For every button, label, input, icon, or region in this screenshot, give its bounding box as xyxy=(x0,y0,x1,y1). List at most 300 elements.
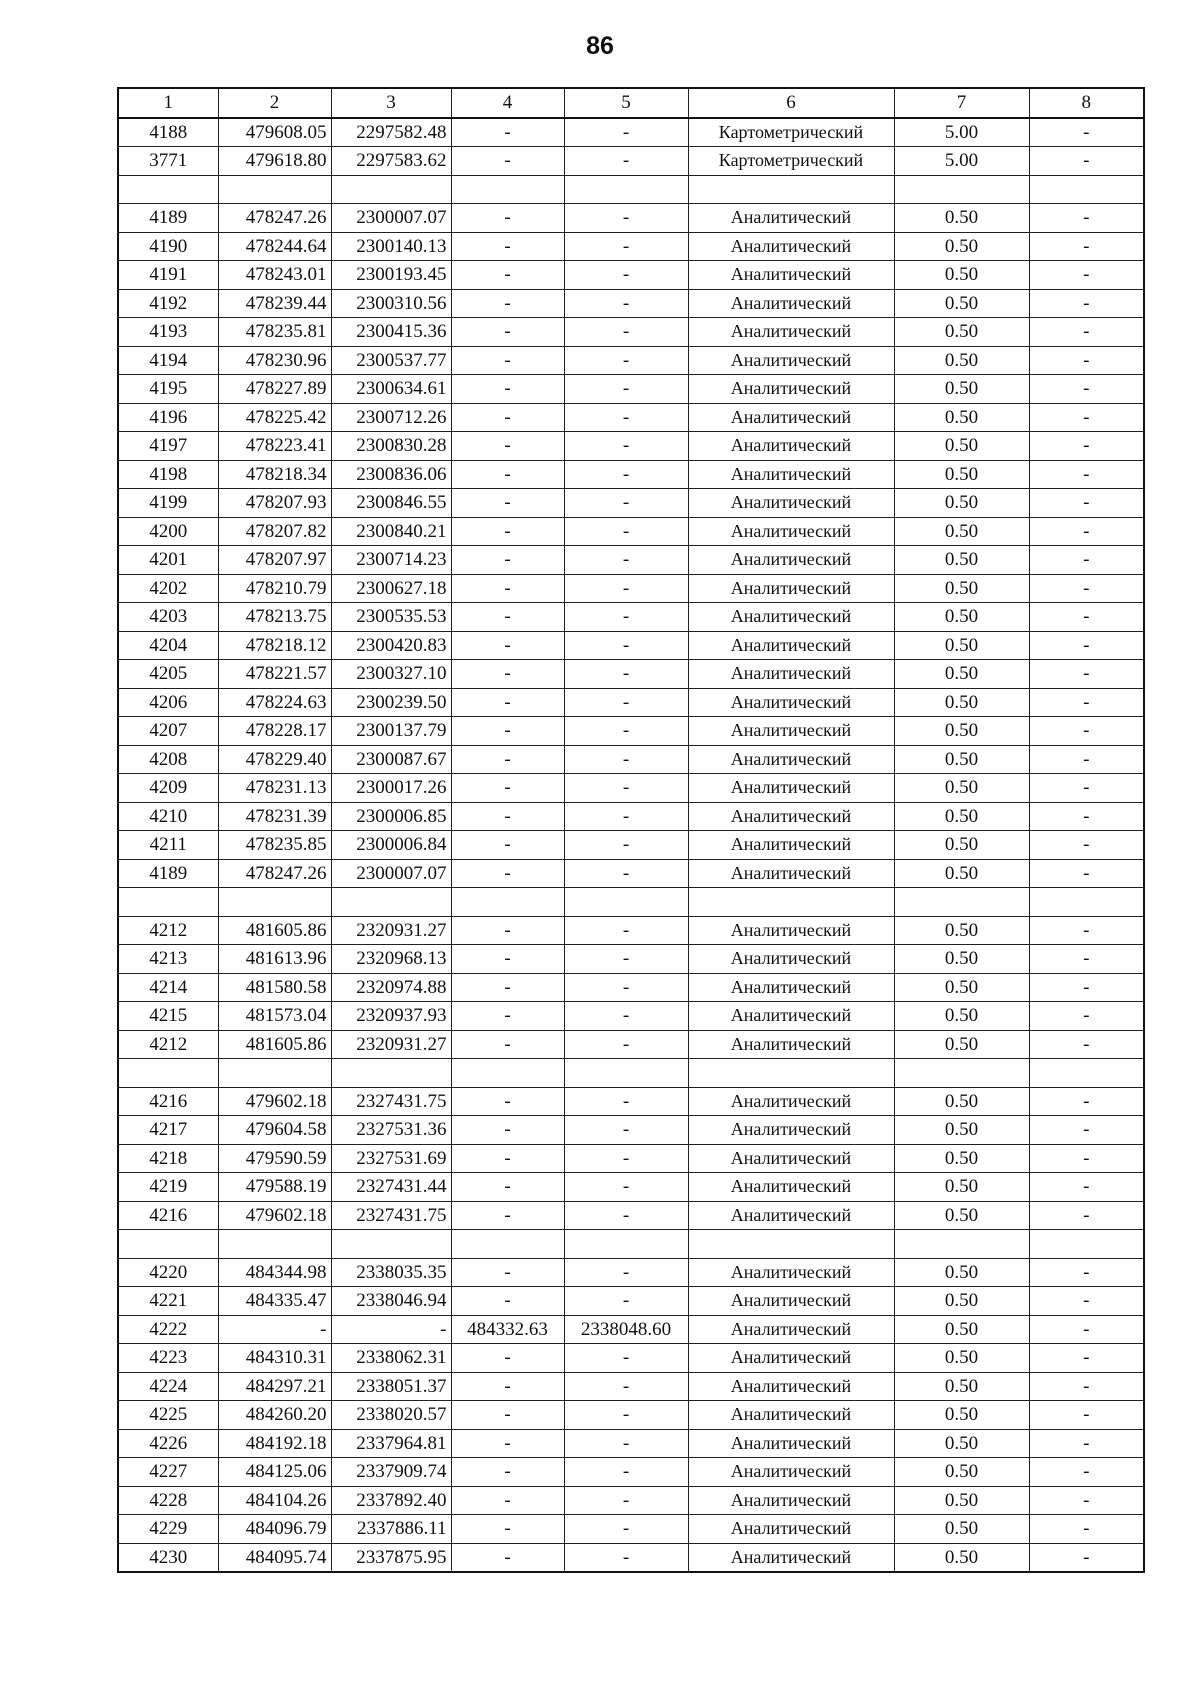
table-cell-num: 4201 xyxy=(118,546,218,575)
table-cell-x: 478247.26 xyxy=(218,204,331,233)
table-cell-y2: - xyxy=(564,1201,688,1230)
table-cell-y: 2300007.07 xyxy=(331,204,451,233)
table-cell-num: 4211 xyxy=(118,831,218,860)
table-cell-y2: - xyxy=(564,1486,688,1515)
table-cell-accuracy: 0.50 xyxy=(894,831,1029,860)
table-cell-num: 4230 xyxy=(118,1543,218,1572)
table-row xyxy=(118,517,1144,546)
table-cell-note: - xyxy=(1029,688,1144,717)
table-cell-y: 2300193.45 xyxy=(331,261,451,290)
table-cell-note: - xyxy=(1029,859,1144,888)
table-cell-y2: - xyxy=(564,688,688,717)
table-cell-num: 4228 xyxy=(118,1486,218,1515)
table-cell-y: 2300310.56 xyxy=(331,289,451,318)
table-cell-y2: - xyxy=(564,1372,688,1401)
table-cell-num: 4220 xyxy=(118,1258,218,1287)
table-cell-y: 2300140.13 xyxy=(331,232,451,261)
table-cell-y: 2300415.36 xyxy=(331,318,451,347)
table-cell-method: Аналитический xyxy=(688,945,894,974)
page-number: 86 xyxy=(586,32,614,60)
table-row xyxy=(118,1486,1144,1515)
table-cell-method: Аналитический xyxy=(688,1458,894,1487)
table-cell-accuracy: 0.50 xyxy=(894,375,1029,404)
table-cell-y xyxy=(331,1230,451,1259)
table-cell-y2: - xyxy=(564,118,688,147)
table-cell-x: 478207.82 xyxy=(218,517,331,546)
table-cell-x: 484096.79 xyxy=(218,1515,331,1544)
coordinates-table xyxy=(117,87,1145,1573)
table-body xyxy=(118,118,1144,1573)
table-cell-method: Аналитический xyxy=(688,660,894,689)
table-cell-x2: - xyxy=(451,1173,564,1202)
table-cell-y2: - xyxy=(564,1173,688,1202)
table-cell-y2: - xyxy=(564,232,688,261)
table-cell-y2: 2338048.60 xyxy=(564,1315,688,1344)
table-row xyxy=(118,118,1144,147)
table-cell-accuracy: 0.50 xyxy=(894,489,1029,518)
table-cell-y: 2320931.27 xyxy=(331,916,451,945)
table-cell-x2: - xyxy=(451,432,564,461)
table-cell-y2: - xyxy=(564,973,688,1002)
table-cell-num: 4225 xyxy=(118,1401,218,1430)
table-cell-method: Аналитический xyxy=(688,460,894,489)
table-cell-x: 478224.63 xyxy=(218,688,331,717)
table-cell-y2: - xyxy=(564,631,688,660)
table-cell-note: - xyxy=(1029,489,1144,518)
table-row xyxy=(118,289,1144,318)
table-row xyxy=(118,774,1144,803)
table-cell-num: 4195 xyxy=(118,375,218,404)
table-cell-x: 478235.85 xyxy=(218,831,331,860)
table-cell-accuracy: 0.50 xyxy=(894,973,1029,1002)
table-cell-method: Аналитический xyxy=(688,1087,894,1116)
table-cell-method: Аналитический xyxy=(688,289,894,318)
table-cell-y2: - xyxy=(564,546,688,575)
table-cell-y2: - xyxy=(564,916,688,945)
table-cell-accuracy: 0.50 xyxy=(894,1002,1029,1031)
table-cell-x2: - xyxy=(451,517,564,546)
table-cell-y: 2300137.79 xyxy=(331,717,451,746)
table-cell-y2: - xyxy=(564,774,688,803)
table-cell-x: 478221.57 xyxy=(218,660,331,689)
table-cell-note: - xyxy=(1029,603,1144,632)
table-cell-accuracy: 0.50 xyxy=(894,802,1029,831)
table-cell-y: 2300007.07 xyxy=(331,859,451,888)
header-cell-1: 1 xyxy=(118,88,218,118)
table-cell-x2: - xyxy=(451,973,564,1002)
table-cell-y: 2338046.94 xyxy=(331,1287,451,1316)
table-cell-accuracy: 5.00 xyxy=(894,118,1029,147)
table-cell-x2: - xyxy=(451,688,564,717)
table-cell-x: 479618.80 xyxy=(218,147,331,176)
table-cell-note: - xyxy=(1029,774,1144,803)
table-cell-y: 2300087.67 xyxy=(331,745,451,774)
table-row xyxy=(118,973,1144,1002)
table-cell-method: Аналитический xyxy=(688,603,894,632)
table-cell-x2: - xyxy=(451,1344,564,1373)
table-cell-num: 4226 xyxy=(118,1429,218,1458)
table-cell-y2 xyxy=(564,1230,688,1259)
table-cell-x2: - xyxy=(451,717,564,746)
table-cell-y2: - xyxy=(564,1429,688,1458)
table-cell-x2: - xyxy=(451,1116,564,1145)
table-cell-x: 484335.47 xyxy=(218,1287,331,1316)
table-cell-x2: - xyxy=(451,232,564,261)
table-cell-accuracy: 0.50 xyxy=(894,318,1029,347)
table-cell-x: 481605.86 xyxy=(218,1030,331,1059)
header-cell-3: 3 xyxy=(331,88,451,118)
table-row xyxy=(118,1030,1144,1059)
table-cell-note: - xyxy=(1029,1258,1144,1287)
table-cell-method: Аналитический xyxy=(688,375,894,404)
table-cell-accuracy: 0.50 xyxy=(894,232,1029,261)
table-cell-x2: - xyxy=(451,1515,564,1544)
table-cell-y: 2327431.75 xyxy=(331,1201,451,1230)
table-cell-x2: - xyxy=(451,916,564,945)
table-cell-method: Аналитический xyxy=(688,403,894,432)
table-cell-note xyxy=(1029,1230,1144,1259)
table-cell-x2: - xyxy=(451,1429,564,1458)
table-cell-num: 4203 xyxy=(118,603,218,632)
table-cell-y2: - xyxy=(564,831,688,860)
table-cell-x2: - xyxy=(451,1144,564,1173)
table-cell-method: Аналитический xyxy=(688,916,894,945)
table-cell-accuracy: 0.50 xyxy=(894,546,1029,575)
table-row xyxy=(118,261,1144,290)
table-cell-note: - xyxy=(1029,1116,1144,1145)
table-cell-note xyxy=(1029,888,1144,917)
table-cell-y2: - xyxy=(564,1116,688,1145)
table-row xyxy=(118,603,1144,632)
table-cell-y2: - xyxy=(564,318,688,347)
table-row xyxy=(118,147,1144,176)
table-cell-x: 478243.01 xyxy=(218,261,331,290)
table-cell-accuracy: 0.50 xyxy=(894,1087,1029,1116)
table-cell-y2: - xyxy=(564,802,688,831)
table-row xyxy=(118,1002,1144,1031)
table-cell-note: - xyxy=(1029,973,1144,1002)
table-cell-num: 4191 xyxy=(118,261,218,290)
table-cell-num: 4223 xyxy=(118,1344,218,1373)
table-cell-x: 478235.81 xyxy=(218,318,331,347)
table-cell-method: Аналитический xyxy=(688,432,894,461)
table-cell-x: 484095.74 xyxy=(218,1543,331,1572)
table-cell-method: Аналитический xyxy=(688,631,894,660)
table-row xyxy=(118,460,1144,489)
table-cell-y xyxy=(331,888,451,917)
table-cell-x2: - xyxy=(451,1486,564,1515)
table-cell-x2: - xyxy=(451,1458,564,1487)
table-cell-num: 4194 xyxy=(118,346,218,375)
table-cell-note: - xyxy=(1029,1287,1144,1316)
table-cell-note: - xyxy=(1029,574,1144,603)
table-cell-y: 2338051.37 xyxy=(331,1372,451,1401)
table-cell-note: - xyxy=(1029,916,1144,945)
table-cell-num: 4204 xyxy=(118,631,218,660)
table-cell-num: 4219 xyxy=(118,1173,218,1202)
table-cell-x2: - xyxy=(451,1372,564,1401)
table-cell-note: - xyxy=(1029,1486,1144,1515)
table-cell-y2: - xyxy=(564,1543,688,1572)
table-row xyxy=(118,1201,1144,1230)
table-row xyxy=(118,717,1144,746)
table-cell-x2: - xyxy=(451,489,564,518)
table-cell-accuracy: 0.50 xyxy=(894,261,1029,290)
table-cell-num: 3771 xyxy=(118,147,218,176)
table-cell-y2: - xyxy=(564,1287,688,1316)
table-cell-method: Аналитический xyxy=(688,1201,894,1230)
table-cell-num: 4209 xyxy=(118,774,218,803)
table-cell-method: Аналитический xyxy=(688,346,894,375)
table-cell-num: 4192 xyxy=(118,289,218,318)
table-row xyxy=(118,1344,1144,1373)
table-row xyxy=(118,631,1144,660)
table-cell-note: - xyxy=(1029,831,1144,860)
table-cell-y: 2337909.74 xyxy=(331,1458,451,1487)
table-cell-x: 484125.06 xyxy=(218,1458,331,1487)
table-cell-note: - xyxy=(1029,375,1144,404)
table-cell-x2 xyxy=(451,1230,564,1259)
table-cell-y: 2300627.18 xyxy=(331,574,451,603)
table-cell-x2: - xyxy=(451,831,564,860)
table-cell-x2: - xyxy=(451,375,564,404)
table-cell-accuracy: 0.50 xyxy=(894,517,1029,546)
table-cell-note: - xyxy=(1029,745,1144,774)
table-cell-num: 4202 xyxy=(118,574,218,603)
table-row xyxy=(118,660,1144,689)
table-row xyxy=(118,1173,1144,1202)
table-cell-accuracy: 0.50 xyxy=(894,1315,1029,1344)
table-cell-x: 484104.26 xyxy=(218,1486,331,1515)
table-row xyxy=(118,1543,1144,1572)
blank-row xyxy=(118,888,1144,917)
table-cell-num: 4221 xyxy=(118,1287,218,1316)
table-cell-y: 2297583.62 xyxy=(331,147,451,176)
table-cell-y2: - xyxy=(564,745,688,774)
table-cell-y: 2300634.61 xyxy=(331,375,451,404)
table-cell-note: - xyxy=(1029,631,1144,660)
table-cell-x: 478228.17 xyxy=(218,717,331,746)
table-cell-method: Аналитический xyxy=(688,1401,894,1430)
table-cell-accuracy xyxy=(894,175,1029,204)
table-cell-method: Аналитический xyxy=(688,1515,894,1544)
table-cell-note: - xyxy=(1029,1458,1144,1487)
blank-row xyxy=(118,1230,1144,1259)
table-cell-note: - xyxy=(1029,717,1144,746)
table-cell-num: 4189 xyxy=(118,204,218,233)
table-cell-x2: - xyxy=(451,859,564,888)
table-cell-x2: - xyxy=(451,204,564,233)
table-cell-x2: - xyxy=(451,546,564,575)
table-cell-x2 xyxy=(451,888,564,917)
table-cell-x xyxy=(218,1059,331,1088)
table-cell-y: - xyxy=(331,1315,451,1344)
table-cell-accuracy: 0.50 xyxy=(894,717,1029,746)
table-cell-y2: - xyxy=(564,432,688,461)
table-cell-y: 2327431.44 xyxy=(331,1173,451,1202)
table-cell-method: Аналитический xyxy=(688,1543,894,1572)
table-cell-method: Аналитический xyxy=(688,1144,894,1173)
table-cell-y2: - xyxy=(564,289,688,318)
table-cell-method xyxy=(688,1059,894,1088)
table-cell-num: 4227 xyxy=(118,1458,218,1487)
table-cell-x2: - xyxy=(451,147,564,176)
table-row xyxy=(118,859,1144,888)
table-cell-accuracy: 0.50 xyxy=(894,403,1029,432)
header-cell-4: 4 xyxy=(451,88,564,118)
table-cell-method: Аналитический xyxy=(688,688,894,717)
header-cell-7: 7 xyxy=(894,88,1029,118)
table-cell-x2: - xyxy=(451,1002,564,1031)
table-cell-note: - xyxy=(1029,802,1144,831)
table-cell-y: 2320974.88 xyxy=(331,973,451,1002)
table-cell-method xyxy=(688,1230,894,1259)
table-cell-x: 484344.98 xyxy=(218,1258,331,1287)
table-cell-y2: - xyxy=(564,489,688,518)
table-cell-accuracy: 5.00 xyxy=(894,147,1029,176)
table-cell-x2: - xyxy=(451,346,564,375)
table-cell-accuracy: 0.50 xyxy=(894,1144,1029,1173)
table-row xyxy=(118,1401,1144,1430)
table-cell-num: 4207 xyxy=(118,717,218,746)
table-cell-note: - xyxy=(1029,1429,1144,1458)
header-cell-8: 8 xyxy=(1029,88,1144,118)
table-cell-y: 2300714.23 xyxy=(331,546,451,575)
table-cell-x2: - xyxy=(451,1087,564,1116)
table-cell-note: - xyxy=(1029,945,1144,974)
table-cell-accuracy: 0.50 xyxy=(894,745,1029,774)
table-row xyxy=(118,403,1144,432)
table-cell-y: 2338020.57 xyxy=(331,1401,451,1430)
table-cell-y: 2337886.11 xyxy=(331,1515,451,1544)
table-cell-note: - xyxy=(1029,546,1144,575)
table-cell-method: Аналитический xyxy=(688,1287,894,1316)
table-cell-accuracy: 0.50 xyxy=(894,1458,1029,1487)
table-cell-accuracy: 0.50 xyxy=(894,1372,1029,1401)
table-cell-x2: - xyxy=(451,1543,564,1572)
table-cell-y: 2300017.26 xyxy=(331,774,451,803)
table-cell-accuracy: 0.50 xyxy=(894,574,1029,603)
table-cell-num xyxy=(118,888,218,917)
table-cell-y2: - xyxy=(564,517,688,546)
table-cell-x2: - xyxy=(451,774,564,803)
table-cell-method: Картометрический xyxy=(688,118,894,147)
table-cell-method: Аналитический xyxy=(688,204,894,233)
table-cell-y: 2300836.06 xyxy=(331,460,451,489)
table-cell-x: 478247.26 xyxy=(218,859,331,888)
table-row xyxy=(118,574,1144,603)
table-cell-accuracy: 0.50 xyxy=(894,1258,1029,1287)
table-cell-y2: - xyxy=(564,1515,688,1544)
table-cell-note: - xyxy=(1029,1401,1144,1430)
table-cell-y2: - xyxy=(564,1002,688,1031)
table-row xyxy=(118,688,1144,717)
table-cell-x: 478218.12 xyxy=(218,631,331,660)
table-cell-num: 4193 xyxy=(118,318,218,347)
table-cell-num: 4217 xyxy=(118,1116,218,1145)
table-cell-x2 xyxy=(451,175,564,204)
table-cell-num: 4190 xyxy=(118,232,218,261)
table-cell-method: Картометрический xyxy=(688,147,894,176)
table-cell-method: Аналитический xyxy=(688,831,894,860)
table-cell-x2: - xyxy=(451,1030,564,1059)
table-cell-accuracy xyxy=(894,1059,1029,1088)
table-cell-method: Аналитический xyxy=(688,973,894,1002)
table-cell-method xyxy=(688,888,894,917)
table-cell-method: Аналитический xyxy=(688,1030,894,1059)
table-cell-accuracy: 0.50 xyxy=(894,660,1029,689)
table-cell-y2: - xyxy=(564,403,688,432)
table-cell-note: - xyxy=(1029,118,1144,147)
table-cell-note: - xyxy=(1029,403,1144,432)
table-row xyxy=(118,1287,1144,1316)
table-cell-x2: - xyxy=(451,1401,564,1430)
table-cell-accuracy: 0.50 xyxy=(894,1344,1029,1373)
table-cell-y2: - xyxy=(564,375,688,404)
table-cell-method xyxy=(688,175,894,204)
table-cell-num: 4196 xyxy=(118,403,218,432)
table-cell-num xyxy=(118,175,218,204)
table-cell-accuracy: 0.50 xyxy=(894,916,1029,945)
table-row xyxy=(118,745,1144,774)
table-cell-x: 481613.96 xyxy=(218,945,331,974)
table-cell-num: 4214 xyxy=(118,973,218,1002)
table-row xyxy=(118,546,1144,575)
table-cell-accuracy: 0.50 xyxy=(894,859,1029,888)
table-cell-x: 484260.20 xyxy=(218,1401,331,1430)
table-cell-num xyxy=(118,1230,218,1259)
table-cell-x2: - xyxy=(451,1287,564,1316)
table-cell-x2: - xyxy=(451,945,564,974)
table-cell-note: - xyxy=(1029,1515,1144,1544)
table-cell-num: 4200 xyxy=(118,517,218,546)
table-cell-x: 479602.18 xyxy=(218,1087,331,1116)
table-cell-num: 4224 xyxy=(118,1372,218,1401)
table-cell-method: Аналитический xyxy=(688,574,894,603)
table-cell-accuracy: 0.50 xyxy=(894,1201,1029,1230)
table-cell-note: - xyxy=(1029,147,1144,176)
table-cell-y: 2300846.55 xyxy=(331,489,451,518)
table-cell-num: 4216 xyxy=(118,1087,218,1116)
table-cell-note xyxy=(1029,175,1144,204)
table-cell-x xyxy=(218,175,331,204)
table-cell-accuracy: 0.50 xyxy=(894,1030,1029,1059)
table-cell-x: 478218.34 xyxy=(218,460,331,489)
table-cell-accuracy xyxy=(894,1230,1029,1259)
table-cell-y: 2297582.48 xyxy=(331,118,451,147)
table-cell-y2: - xyxy=(564,1344,688,1373)
table-cell-y2 xyxy=(564,175,688,204)
table-cell-y2: - xyxy=(564,346,688,375)
table-cell-x2: 484332.63 xyxy=(451,1315,564,1344)
table-cell-x: 478207.93 xyxy=(218,489,331,518)
table-cell-method: Аналитический xyxy=(688,489,894,518)
table-row xyxy=(118,1087,1144,1116)
table-cell-x: 478213.75 xyxy=(218,603,331,632)
table-row xyxy=(118,204,1144,233)
table-cell-x: 478229.40 xyxy=(218,745,331,774)
table-cell-method: Аналитический xyxy=(688,1173,894,1202)
table-cell-y2: - xyxy=(564,1258,688,1287)
table-cell-x: 479608.05 xyxy=(218,118,331,147)
table-cell-x: 478210.79 xyxy=(218,574,331,603)
table-cell-y: 2338035.35 xyxy=(331,1258,451,1287)
table-cell-y: 2300840.21 xyxy=(331,517,451,546)
table-cell-num: 4197 xyxy=(118,432,218,461)
table-row xyxy=(118,916,1144,945)
table-cell-y2: - xyxy=(564,1087,688,1116)
table-row xyxy=(118,318,1144,347)
